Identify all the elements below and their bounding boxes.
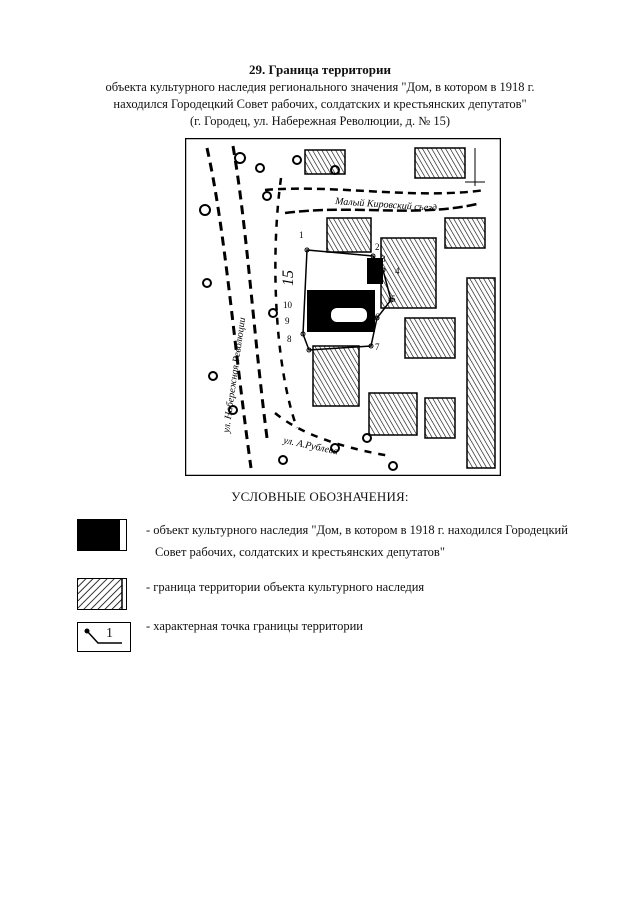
- point-label-7: 7: [375, 342, 380, 352]
- legend-heritage-line-2: Совет рабочих, солдатских и крестьянских депутатов": [155, 545, 445, 559]
- legend-swatch-heritage: [77, 519, 127, 551]
- legend-point-sample: 1: [106, 626, 113, 641]
- point-label-10: 10: [283, 300, 292, 310]
- subtitle-address: (г. Городец, ул. Набережная Революции, д. № 15): [189, 114, 450, 128]
- street-label-rubleva: ул. А.Рублева: [282, 435, 340, 458]
- point-label-4: 4: [395, 266, 400, 276]
- point-label-2: 2: [375, 242, 380, 252]
- legend-swatch-boundary: [77, 578, 127, 610]
- point-label-1: 1: [299, 230, 304, 240]
- territory-map: [185, 138, 501, 476]
- point-label-3: 3: [381, 254, 386, 264]
- legend-swatch-point: [77, 622, 131, 652]
- point-label-6: 6: [375, 312, 380, 322]
- point-label-5: 5: [391, 294, 396, 304]
- street-label-naberezhnaya: ул. Набережная Революции: [221, 316, 249, 434]
- legend-point-text: - характерная точка границы территории: [146, 619, 363, 633]
- legend-boundary-text: - граница территории объекта культурного наследия: [146, 580, 425, 594]
- street-label-kirovsky: Малый Кировский съезд: [334, 196, 438, 215]
- house-number: 15: [280, 270, 297, 286]
- subtitle-line-2: находился Городецкий Совет рабочих, солдатских и крестьянских депутатов": [113, 97, 527, 111]
- legend-heading: УСЛОВНЫЕ ОБОЗНАЧЕНИЯ:: [231, 489, 409, 504]
- subtitle-line-1: объекта культурного наследия регионального значения "Дом, в котором в 1918 г.: [105, 80, 535, 94]
- legend-heritage-line-1: - объект культурного наследия "Дом, в котором в 1918 г. находился Городецкий: [146, 523, 568, 537]
- page-title: 29. Граница территории: [249, 62, 391, 77]
- point-label-9: 9: [285, 316, 290, 326]
- point-label-8: 8: [287, 334, 292, 344]
